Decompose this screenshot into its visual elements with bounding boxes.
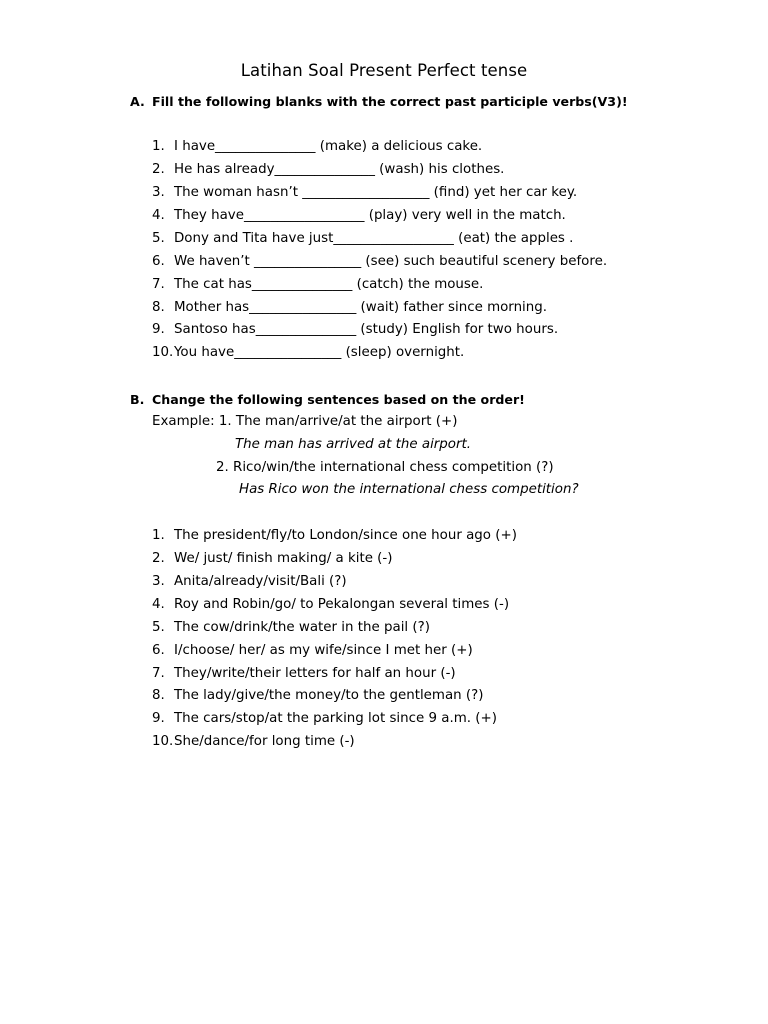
list-item (152, 322, 558, 337)
item-number: 7. (152, 666, 165, 681)
list-item (152, 574, 347, 589)
list-item (152, 300, 547, 315)
item-number: 1. (152, 528, 165, 543)
list-item (152, 208, 566, 223)
section-a-heading (130, 94, 628, 109)
item-text: We haven’t ________________ (see) such beautiful scenery before. (174, 254, 608, 269)
list-item (152, 620, 430, 635)
list-item (152, 254, 607, 269)
item-text: You have________________ (sleep) overnight. (174, 345, 465, 360)
item-text: She/dance/for long time (-) (174, 734, 355, 749)
item-number: 5. (152, 231, 165, 246)
list-item (152, 597, 509, 612)
item-number: 6. (152, 254, 165, 269)
item-text: The lady/give/the money/to the gentleman (?) (174, 688, 484, 703)
item-number: 9. (152, 711, 165, 726)
list-item (152, 162, 504, 177)
section-b-heading (130, 392, 525, 407)
section-a-letter: A. (130, 94, 145, 109)
item-number: 2. (152, 162, 165, 177)
list-item (152, 643, 473, 658)
item-text: They have__________________ (play) very well in the match. (174, 208, 566, 223)
section-a-instruction: Fill the following blanks with the correct past participle verbs(V3)! (152, 94, 628, 109)
list-item (152, 528, 517, 543)
item-text: Santoso has_______________ (study) English for two hours. (174, 322, 559, 337)
item-number: 4. (152, 208, 165, 223)
item-text: Mother has________________ (wait) father since morning. (174, 300, 548, 315)
item-text: The president/fly/to London/since one hour ago (+) (174, 528, 517, 543)
item-text: The cars/stop/at the parking lot since 9 a.m. (+) (174, 711, 497, 726)
item-number: 10. (152, 734, 174, 749)
example-answer-2: Has Rico won the international chess competition? (239, 482, 579, 497)
item-number: 9. (152, 322, 165, 337)
item-number: 3. (152, 185, 165, 200)
item-text: Roy and Robin/go/ to Pekalongan several times (-) (174, 597, 510, 612)
item-number: 4. (152, 597, 165, 612)
item-number: 7. (152, 277, 165, 292)
item-text: He has already_______________ (wash) his clothes. (174, 162, 505, 177)
item-text: I/choose/ her/ as my wife/since I met her (+) (174, 643, 473, 658)
list-item (152, 277, 483, 292)
list-item (152, 688, 483, 703)
item-number: 6. (152, 643, 165, 658)
item-number: 10. (152, 345, 174, 360)
list-item (152, 711, 497, 726)
item-number: 1. (152, 139, 165, 154)
page-title: Latihan Soal Present Perfect tense (240, 61, 528, 80)
list-item (152, 139, 482, 154)
item-number: 5. (152, 620, 165, 635)
example-prompt-2: 2. Rico/win/the international chess competition (?) (216, 460, 554, 475)
section-b-instruction: Change the following sentences based on the order! (152, 392, 525, 407)
example-prompt-1: Example: 1. The man/arrive/at the airport (+) (152, 414, 458, 429)
list-item (152, 734, 355, 749)
item-text: Anita/already/visit/Bali (?) (174, 574, 347, 589)
item-number: 8. (152, 300, 165, 315)
list-item (152, 666, 456, 681)
section-b-letter: B. (130, 392, 145, 407)
list-item (152, 185, 577, 200)
list-item (152, 551, 392, 566)
list-item (152, 345, 464, 360)
item-text: The cat has_______________ (catch) the mouse. (174, 277, 484, 292)
item-text: I have_______________ (make) a delicious cake. (174, 139, 483, 154)
item-number: 2. (152, 551, 165, 566)
list-item (152, 231, 573, 246)
item-number: 3. (152, 574, 165, 589)
item-number: 8. (152, 688, 165, 703)
item-text: The cow/drink/the water in the pail (?) (174, 620, 430, 635)
item-text: The woman hasn’t ___________________ (find) yet her car key. (174, 185, 578, 200)
example-answer-1: The man has arrived at the airport. (235, 437, 472, 452)
item-text: We/ just/ finish making/ a kite (-) (174, 551, 393, 566)
item-text: They/write/their letters for half an hour (-) (174, 666, 456, 681)
item-text: Dony and Tita have just__________________ (eat) the apples . (174, 231, 574, 246)
